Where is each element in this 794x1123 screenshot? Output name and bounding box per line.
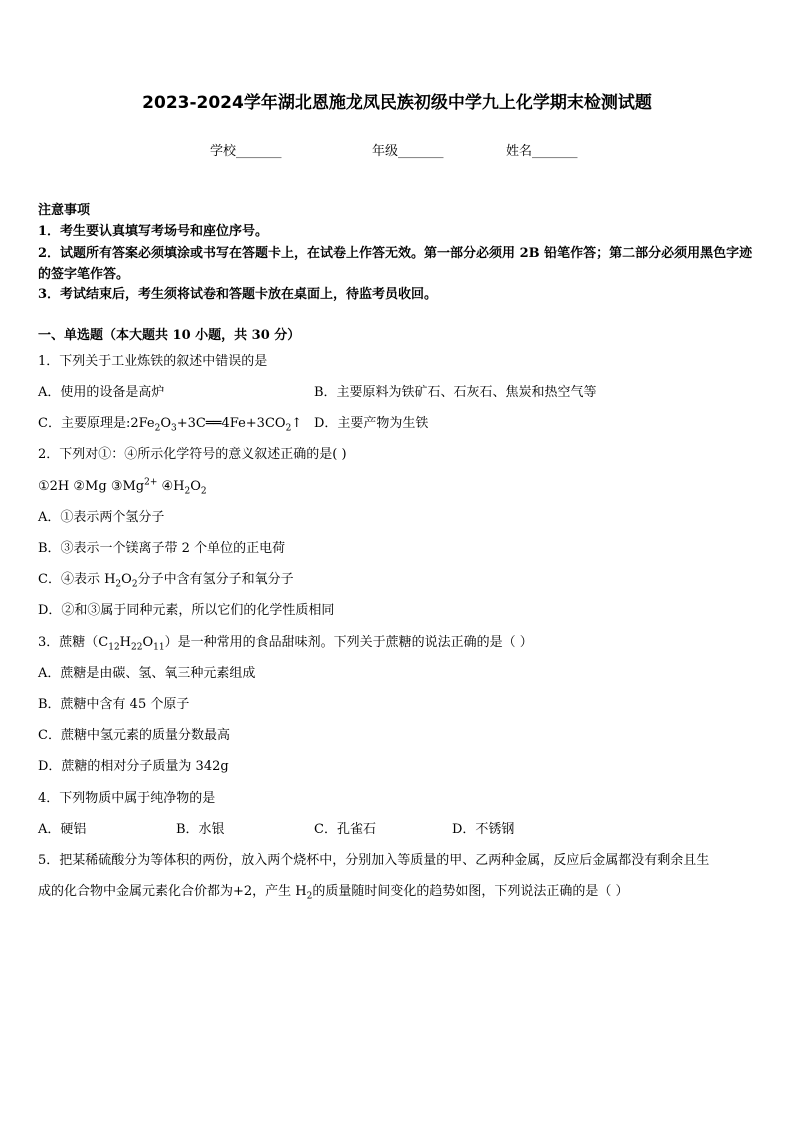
notice-item-2: 2．试题所有答案必须填涂或书写在答题卡上，在试卷上作答无效。第一部分必须用 2B 铅笔作答；第二部分必须用黑色字迹的签字笔作答。 — [38, 246, 753, 282]
student-info — [0, 140, 794, 160]
school-field[interactable]: 学校_______ — [210, 144, 282, 159]
option-c[interactable]: C．孔雀石 — [314, 822, 376, 837]
grade-field[interactable]: 年级_______ — [372, 144, 444, 159]
option-c[interactable]: C．主要原理是$:2Fe_2O_3+3C══4Fe+3CO_2↑$ — [38, 416, 303, 434]
page-title: 2023-2024学年湖北恩施龙凤民族初级中学九上化学期末检测试题 — [142, 93, 652, 113]
name-field[interactable]: 姓名_______ — [506, 144, 578, 159]
question-5-stem-line-2: 成的化合物中金属元素化合价都为+2，产生 $H_2$的质量随时间变化的趋势如图，下列说法正确的是（ ） — [38, 884, 629, 902]
question-2-option-a[interactable]: A．①表示两个氢分子 — [38, 510, 165, 525]
option-b[interactable]: B．主要原料为铁矿石、石灰石、焦炭和热空气等 — [314, 385, 597, 400]
question-2-symbols: ①2H ②Mg $③Mg^{2+}$ $④H_2O_2$ — [38, 477, 207, 497]
section-heading: 一、单选题（本大题共 10 小题，共 30 分） — [38, 328, 301, 343]
question-3-option-c[interactable]: C．蔗糖中氢元素的质量分数最高 — [38, 728, 230, 743]
question-3-stem: 3．蔗糖$(C_{12}H_{22}O_{11})$是一种常用的食品甜味剂。下列关于蔗糖的说法正确的是（ ） — [38, 635, 533, 653]
option-d[interactable]: D．主要产物为生铁 — [314, 416, 429, 431]
question-2-option-c[interactable]: C．④表示 $H_2O_2$分子中含有氢分子和氧分子 — [38, 572, 294, 590]
option-a[interactable]: A．硬铝 — [38, 822, 87, 837]
option-d[interactable]: D．不锈钢 — [452, 822, 515, 837]
notice-item-1: 1．考生要认真填写考场号和座位序号。 — [38, 224, 269, 239]
question-2-stem: 2．下列对①：④所示化学符号的意义叙述正确的是( ) — [38, 447, 347, 462]
notice-heading: 注意事项 — [38, 203, 91, 218]
question-4-stem: 4．下列物质中属于纯净物的是 — [38, 791, 216, 806]
question-2-option-d[interactable]: D．②和③属于同种元素，所以它们的化学性质相同 — [38, 603, 335, 618]
question-5-stem-line-1: 5．把某稀硫酸分为等体积的两份，放入两个烧杯中，分别加入等质量的甲、乙两种金属，反应后金属都没有剩余且生 — [38, 853, 710, 868]
option-b[interactable]: B．水银 — [176, 822, 225, 837]
question-3-option-b[interactable]: B．蔗糖中含有 45 个原子 — [38, 697, 190, 712]
question-2-option-b[interactable]: B．③表示一个镁离子带 2 个单位的正电荷 — [38, 541, 286, 556]
question-3-option-d[interactable]: D．蔗糖的相对分子质量为 342g — [38, 759, 229, 774]
question-3-option-a[interactable]: A．蔗糖是由碳、氢、氧三种元素组成 — [38, 666, 256, 681]
question-1-stem: 1．下列关于工业炼铁的叙述中错误的是 — [38, 354, 268, 369]
notice-item-3: 3．考试结束后，考生须将试卷和答题卡放在桌面上，待监考员收回。 — [38, 287, 438, 302]
option-a[interactable]: A．使用的设备是高炉 — [38, 385, 165, 400]
